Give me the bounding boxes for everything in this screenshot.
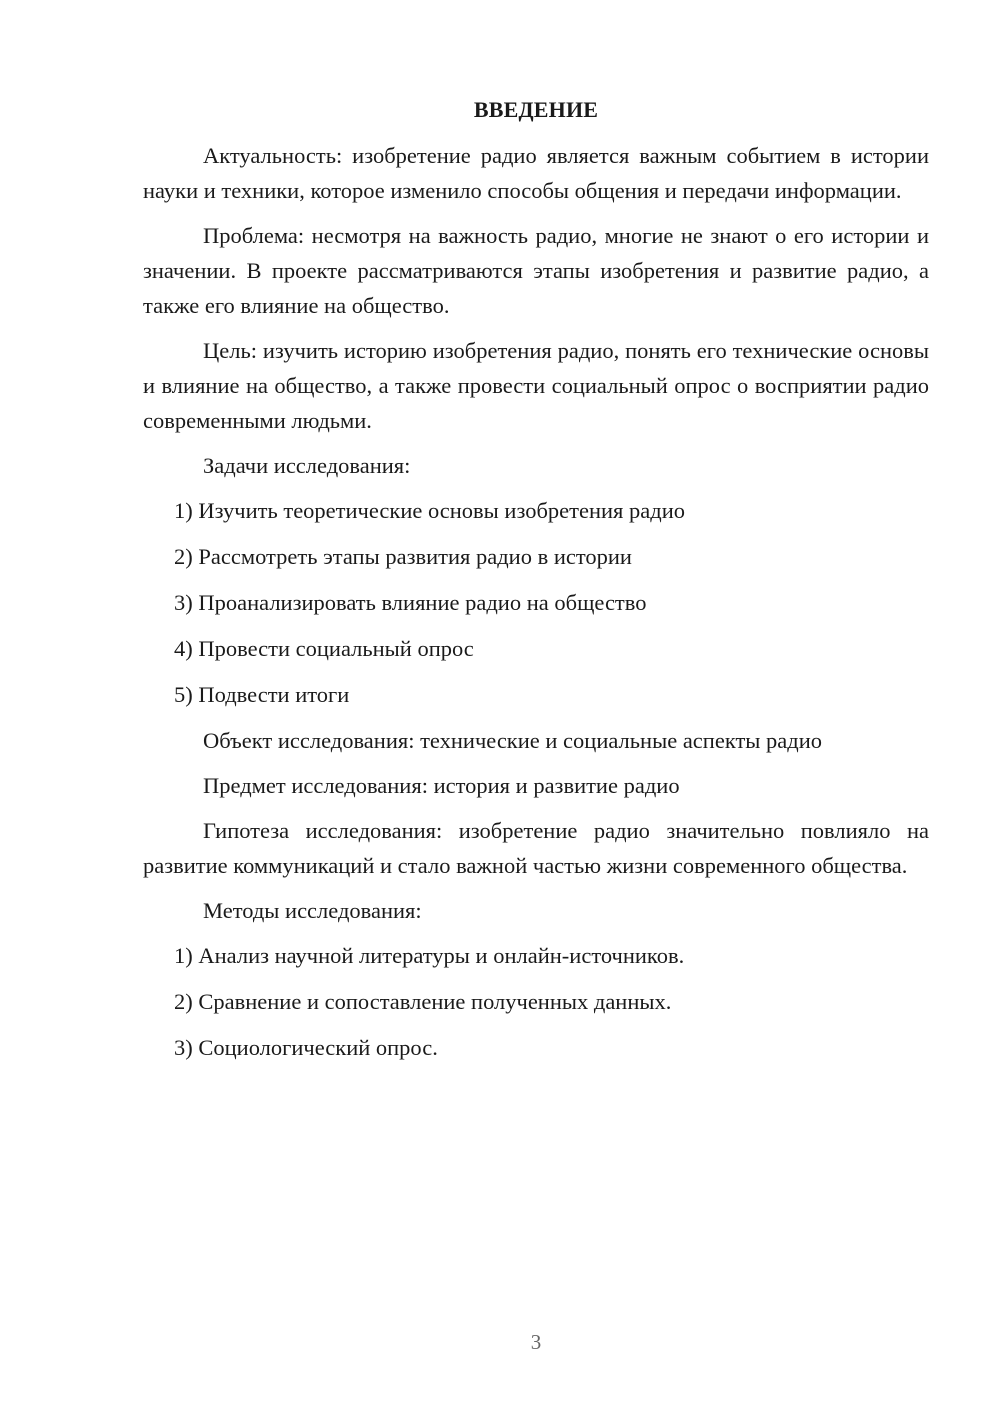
goal-paragraph: Цель: изучить историю изобретения радио, понять его технические основы и влияние на общество, а также провести социальный опрос о восприятии радио современными людьми.: [143, 338, 929, 433]
tasks-heading: Задачи исследования:: [203, 453, 411, 478]
document-page: [143, 92, 929, 1076]
methods-heading: Методы исследования:: [203, 898, 422, 923]
list-item: 1) Анализ научной литературы и онлайн-источников.: [174, 943, 685, 968]
hypothesis-paragraph: Гипотеза исследования: изобретение радио значительно повлияло на развитие коммуникаций и стало важной частью жизни современного общества.: [143, 818, 929, 878]
list-item: 4) Провести социальный опрос: [174, 636, 474, 661]
list-item: 2) Сравнение и сопоставление полученных данных.: [174, 989, 672, 1014]
relevance-paragraph: Актуальность: изобретение радио является важным событием в истории науки и техники, которое изменило способы общения и передачи информации.: [143, 143, 929, 203]
research-object: Объект исследования: технические и социальные аспекты радио: [203, 728, 823, 753]
research-subject: Предмет исследования: история и развитие радио: [203, 773, 680, 798]
list-item: 3) Проанализировать влияние радио на общество: [174, 590, 647, 615]
list-item: 3) Социологический опрос.: [174, 1035, 438, 1060]
methods-list: [143, 938, 929, 1065]
list-item: 2) Рассмотреть этапы развития радио в истории: [174, 544, 632, 569]
page-number: 3: [530, 1330, 542, 1354]
list-item: 5) Подвести итоги: [174, 682, 350, 707]
tasks-list: [143, 493, 929, 712]
list-item: 1) Изучить теоретические основы изобретения радио: [174, 498, 686, 523]
document-title: ВВЕДЕНИЕ: [473, 97, 599, 122]
problem-paragraph: Проблема: несмотря на важность радио, многие не знают о его истории и значении. В проекте рассматриваются этапы изобретения и развитие радио, а также его влияние на общество.: [143, 223, 929, 318]
